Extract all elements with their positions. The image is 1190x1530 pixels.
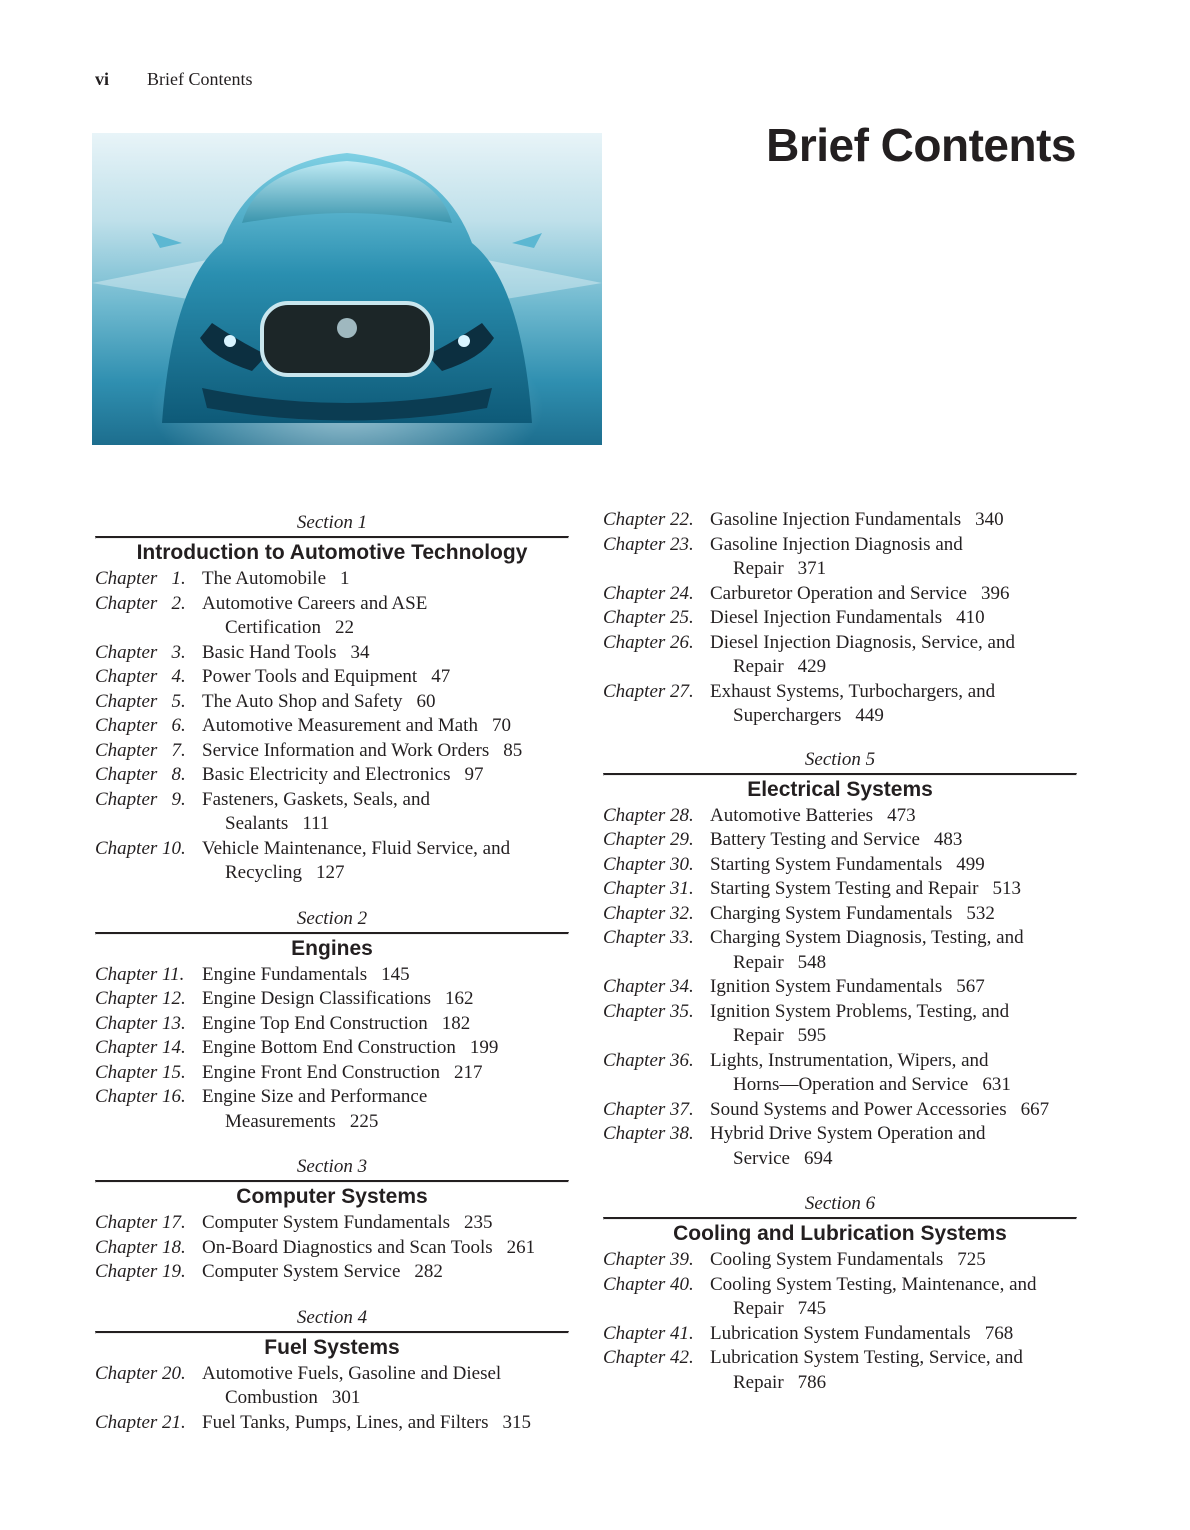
toc-entry[interactable] (95, 641, 569, 666)
chapter-title: Starting System Fundamentals (710, 853, 943, 875)
chapter-number: Chapter 37. (603, 1098, 694, 1120)
chapter-number: Chapter 20. (95, 1362, 186, 1384)
chapter-title: Vehicle Maintenance, Fluid Service, and (202, 837, 511, 859)
chapter-number: Chapter 13. (95, 1012, 186, 1034)
toc-entry[interactable] (95, 1061, 569, 1086)
chapter-title: Power Tools and Equipment (202, 666, 418, 687)
page-ref: 567 (956, 976, 985, 997)
toc-entry[interactable] (95, 1012, 569, 1037)
page-ref: 182 (441, 1012, 471, 1034)
chapter-title: Automotive Measurement and Math (202, 715, 478, 736)
chapter-number: Chapter 18. (95, 1236, 186, 1258)
toc-entry[interactable] (603, 508, 1077, 533)
chapter-title-cont: Combustion (225, 1387, 318, 1408)
section-2 (95, 904, 569, 1135)
page-ref: 667 (1020, 1098, 1050, 1120)
page-ref: 396 (980, 582, 1010, 604)
chapter-title: Basic Electricity and Electronics (202, 764, 451, 785)
chapter-title: Automotive Careers and ASE (202, 592, 428, 614)
page-ref: 34 (350, 641, 370, 663)
section-label: Section 3 (296, 1156, 368, 1177)
chapter-title: Engine Fundamentals (202, 963, 368, 985)
page-ref: 225 (349, 1110, 379, 1132)
chapter-title-cont: Certification (225, 617, 322, 638)
page-ref: 22 (335, 617, 355, 638)
page-ref: 60 (416, 690, 436, 712)
hero-car-image (92, 133, 602, 445)
chapter-title: Diesel Injection Diagnosis, Service, and (710, 631, 1015, 653)
toc-entry[interactable] (95, 665, 569, 690)
chapter-number: Chapter 3. (95, 641, 186, 663)
chapter-number: Chapter 16. (95, 1086, 186, 1107)
toc-entry[interactable] (603, 533, 1077, 582)
toc-entry[interactable] (603, 680, 1077, 729)
page-ref: 199 (469, 1037, 499, 1058)
toc-entry[interactable] (603, 975, 1077, 1000)
page-ref: 449 (855, 705, 884, 726)
page-ref: 532 (966, 902, 995, 924)
chapter-title-cont: Recycling (225, 862, 303, 883)
chapter-number: Chapter 26. (603, 631, 694, 653)
page-ref: 261 (506, 1236, 536, 1258)
chapter-number: Chapter 31. (603, 878, 694, 899)
page-number: vi (95, 69, 110, 89)
chapter-title: Lubrication System Fundamentals (710, 1322, 971, 1344)
page-ref: 301 (331, 1387, 361, 1408)
toc-entry[interactable] (95, 837, 569, 886)
chapter-title: The Auto Shop and Safety (202, 690, 403, 712)
toc-entry[interactable] (95, 592, 569, 641)
toc-entry[interactable] (603, 1122, 1077, 1171)
toc-entry[interactable] (603, 1346, 1077, 1395)
section-3 (95, 1152, 569, 1285)
chapter-title: Sound Systems and Power Accessories (710, 1098, 1007, 1120)
section-title: Fuel Systems (264, 1335, 400, 1359)
running-head-title: Brief Contents (147, 69, 253, 89)
chapter-title: Computer System Service (202, 1261, 401, 1282)
chapter-title: On-Board Diagnostics and Scan Tools (202, 1236, 493, 1258)
page-ref: 410 (956, 607, 985, 628)
chapter-title-cont: Repair (733, 951, 784, 973)
chapter-number: Chapter 17. (95, 1212, 186, 1233)
toc-entry[interactable] (603, 902, 1077, 927)
chapter-title-cont: Repair (733, 558, 784, 579)
chapter-number: Chapter 1. (95, 568, 186, 589)
page-ref: 1 (340, 568, 350, 589)
toc-entry[interactable] (95, 1211, 569, 1236)
section-title: Electrical Systems (747, 777, 933, 801)
page-ref: 47 (431, 666, 451, 687)
section-title: Introduction to Automotive Technology (136, 541, 528, 564)
page-ref: 371 (797, 558, 827, 579)
toc-entry[interactable] (95, 1362, 569, 1411)
chapter-title: Cooling System Testing, Maintenance, and (710, 1273, 1037, 1295)
page-ref: 745 (797, 1298, 827, 1319)
toc-entry[interactable] (603, 582, 1077, 607)
car-illustration-icon (92, 133, 602, 445)
section-6 (603, 1189, 1077, 1395)
chapter-title: Gasoline Injection Fundamentals (710, 509, 962, 530)
chapter-title: Ignition System Problems, Testing, and (710, 1000, 1010, 1022)
toc-entry[interactable] (95, 1036, 569, 1061)
section-label: Section 6 (804, 1193, 876, 1214)
chapter-number: Chapter 40. (603, 1273, 694, 1295)
chapter-number: Chapter 41. (603, 1322, 694, 1344)
chapter-title: Diesel Injection Fundamentals (710, 607, 943, 628)
page-ref: 97 (464, 764, 484, 785)
page-ref: 473 (887, 804, 916, 826)
page-ref: 85 (503, 739, 523, 761)
toc-entry[interactable] (95, 1085, 569, 1134)
toc-entry[interactable] (603, 1248, 1077, 1273)
chapter-title: Automotive Batteries (710, 804, 874, 826)
chapter-title-cont: Service (733, 1147, 790, 1169)
toc-entry[interactable] (603, 804, 1077, 829)
toc-entry[interactable] (603, 631, 1077, 680)
chapter-number: Chapter 36. (603, 1049, 694, 1071)
chapter-number: Chapter 27. (603, 680, 694, 702)
section-title: Cooling and Lubrication Systems (673, 1222, 1007, 1245)
toc-entry[interactable] (603, 828, 1077, 853)
chapter-number: Chapter 6. (95, 715, 186, 736)
chapter-title-cont: Repair (733, 1025, 784, 1046)
chapter-number: Chapter 8. (95, 764, 186, 785)
section-title: Computer Systems (236, 1185, 428, 1208)
chapter-title: Service Information and Work Orders (202, 739, 490, 761)
page-ref: 548 (797, 951, 827, 973)
chapter-title: Lights, Instrumentation, Wipers, and (710, 1049, 989, 1071)
chapter-number: Chapter 34. (603, 976, 694, 997)
chapter-title: Fuel Tanks, Pumps, Lines, and Filters (202, 1411, 489, 1433)
toc-entry[interactable] (603, 1322, 1077, 1347)
chapter-title-cont: Measurements (225, 1110, 336, 1132)
chapter-number: Chapter 10. (95, 837, 186, 859)
page-ref: 145 (381, 963, 410, 985)
toc-entry[interactable] (603, 606, 1077, 631)
page-ref: 217 (454, 1061, 483, 1083)
chapter-number: Chapter 39. (603, 1249, 694, 1270)
chapter-number: Chapter 12. (95, 988, 186, 1009)
chapter-title: Engine Top End Construction (202, 1012, 428, 1034)
chapter-title: Hybrid Drive System Operation and (710, 1123, 986, 1144)
toc-entry[interactable] (603, 1273, 1077, 1322)
chapter-title: Battery Testing and Service (710, 829, 920, 850)
toc-entry[interactable] (95, 567, 569, 592)
chapter-number: Chapter 5. (95, 690, 186, 712)
chapter-title-cont: Repair (733, 656, 784, 677)
chapter-title-cont: Horns—Operation and Service (733, 1074, 969, 1095)
running-head (95, 69, 253, 90)
toc-entry[interactable] (95, 714, 569, 739)
chapter-title-cont: Repair (733, 1371, 784, 1393)
page-ref: 70 (491, 715, 511, 736)
toc-entry[interactable] (95, 763, 569, 788)
page-ref: 786 (797, 1371, 827, 1393)
section-title: Engines (291, 936, 373, 960)
chapter-title: Exhaust Systems, Turbochargers, and (710, 680, 996, 702)
page-ref: 340 (975, 509, 1004, 530)
toc-entry[interactable] (95, 690, 569, 715)
page-ref: 162 (445, 988, 474, 1009)
section-4-continued (603, 508, 1077, 729)
chapter-number: Chapter 11. (95, 963, 185, 985)
chapter-number: Chapter 38. (603, 1123, 694, 1144)
section-label: Section 4 (296, 1306, 368, 1328)
chapter-title: Cooling System Fundamentals (710, 1249, 944, 1270)
chapter-title: Carburetor Operation and Service (710, 582, 967, 604)
toc-right-column (603, 508, 1077, 1413)
page-ref: 768 (984, 1322, 1014, 1344)
chapter-number: Chapter 24. (603, 582, 694, 604)
chapter-title: Computer System Fundamentals (202, 1212, 451, 1233)
chapter-title: Charging System Fundamentals (710, 902, 953, 924)
chapter-title-cont: Sealants (225, 813, 289, 834)
toc-entry[interactable] (95, 739, 569, 764)
chapter-number: Chapter 14. (95, 1037, 186, 1058)
page-ref: 282 (414, 1261, 443, 1282)
section-4 (95, 1303, 569, 1436)
section-5 (603, 745, 1077, 1172)
toc-entry[interactable] (95, 963, 569, 988)
chapter-number: Chapter 28. (603, 804, 694, 826)
section-label: Section 1 (296, 512, 368, 533)
page-ref: 429 (797, 656, 827, 677)
chapter-title: Starting System Testing and Repair (710, 878, 979, 899)
page-ref: 725 (957, 1249, 986, 1270)
page-ref: 111 (302, 813, 330, 834)
chapter-number: Chapter 33. (603, 927, 694, 948)
page-ref: 694 (803, 1147, 833, 1169)
toc-entry[interactable] (95, 1236, 569, 1261)
page-title: Brief Contents (766, 119, 1076, 171)
section-label: Section 5 (804, 748, 876, 770)
chapter-number: Chapter 25. (603, 607, 694, 628)
page-ref: 513 (992, 878, 1022, 899)
chapter-title: Engine Size and Performance (202, 1086, 428, 1107)
page-ref: 127 (316, 862, 345, 883)
page-ref: 315 (502, 1411, 531, 1433)
toc-entry[interactable] (603, 1049, 1077, 1098)
chapter-title: Automotive Fuels, Gasoline and Diesel (202, 1362, 502, 1384)
chapter-title: The Automobile (202, 568, 327, 589)
chapter-number: Chapter 15. (95, 1061, 186, 1083)
chapter-number: Chapter 42. (603, 1347, 694, 1368)
chapter-title: Engine Bottom End Construction (202, 1037, 456, 1058)
chapter-title: Ignition System Fundamentals (710, 976, 943, 997)
chapter-number: Chapter 35. (603, 1000, 694, 1022)
toc-entry[interactable] (95, 788, 569, 837)
chapter-number: Chapter 7. (95, 739, 186, 761)
page-ref: 235 (464, 1212, 493, 1233)
chapter-number: Chapter 21. (95, 1411, 186, 1433)
chapter-title: Engine Design Classifications (202, 988, 432, 1009)
chapter-number: Chapter 9. (95, 788, 186, 810)
toc-entry[interactable] (95, 1411, 569, 1436)
toc-left-column (95, 508, 569, 1453)
section-label: Section 2 (296, 907, 368, 929)
toc-entry[interactable] (603, 1098, 1077, 1123)
toc-entry[interactable] (603, 877, 1077, 902)
chapter-number: Chapter 22. (603, 509, 694, 530)
toc-entry[interactable] (603, 853, 1077, 878)
chapter-number: Chapter 32. (603, 902, 694, 924)
chapter-title: Gasoline Injection Diagnosis and (710, 533, 963, 555)
chapter-title-cont: Superchargers (733, 705, 842, 726)
chapter-title: Basic Hand Tools (202, 641, 337, 663)
chapter-title: Lubrication System Testing, Service, and (710, 1347, 1023, 1368)
page-ref: 499 (956, 853, 985, 875)
toc-entry[interactable] (95, 1260, 569, 1285)
chapter-title: Charging System Diagnosis, Testing, and (710, 927, 1024, 948)
chapter-title: Fasteners, Gaskets, Seals, and (202, 788, 430, 810)
section-1 (95, 508, 569, 886)
chapter-number: Chapter 4. (95, 666, 186, 687)
page-ref: 483 (933, 829, 963, 850)
chapter-title-cont: Repair (733, 1298, 784, 1319)
chapter-number: Chapter 30. (603, 853, 694, 875)
toc-entry[interactable] (95, 987, 569, 1012)
page-ref: 631 (982, 1074, 1011, 1095)
chapter-number: Chapter 29. (603, 829, 694, 850)
chapter-number: Chapter 2. (95, 592, 186, 614)
page-ref: 595 (797, 1025, 827, 1046)
chapter-title: Engine Front End Construction (202, 1061, 441, 1083)
chapter-number: Chapter 19. (95, 1261, 186, 1282)
chapter-number: Chapter 23. (603, 533, 694, 555)
toc-entry[interactable] (603, 1000, 1077, 1049)
toc-entry[interactable] (603, 926, 1077, 975)
